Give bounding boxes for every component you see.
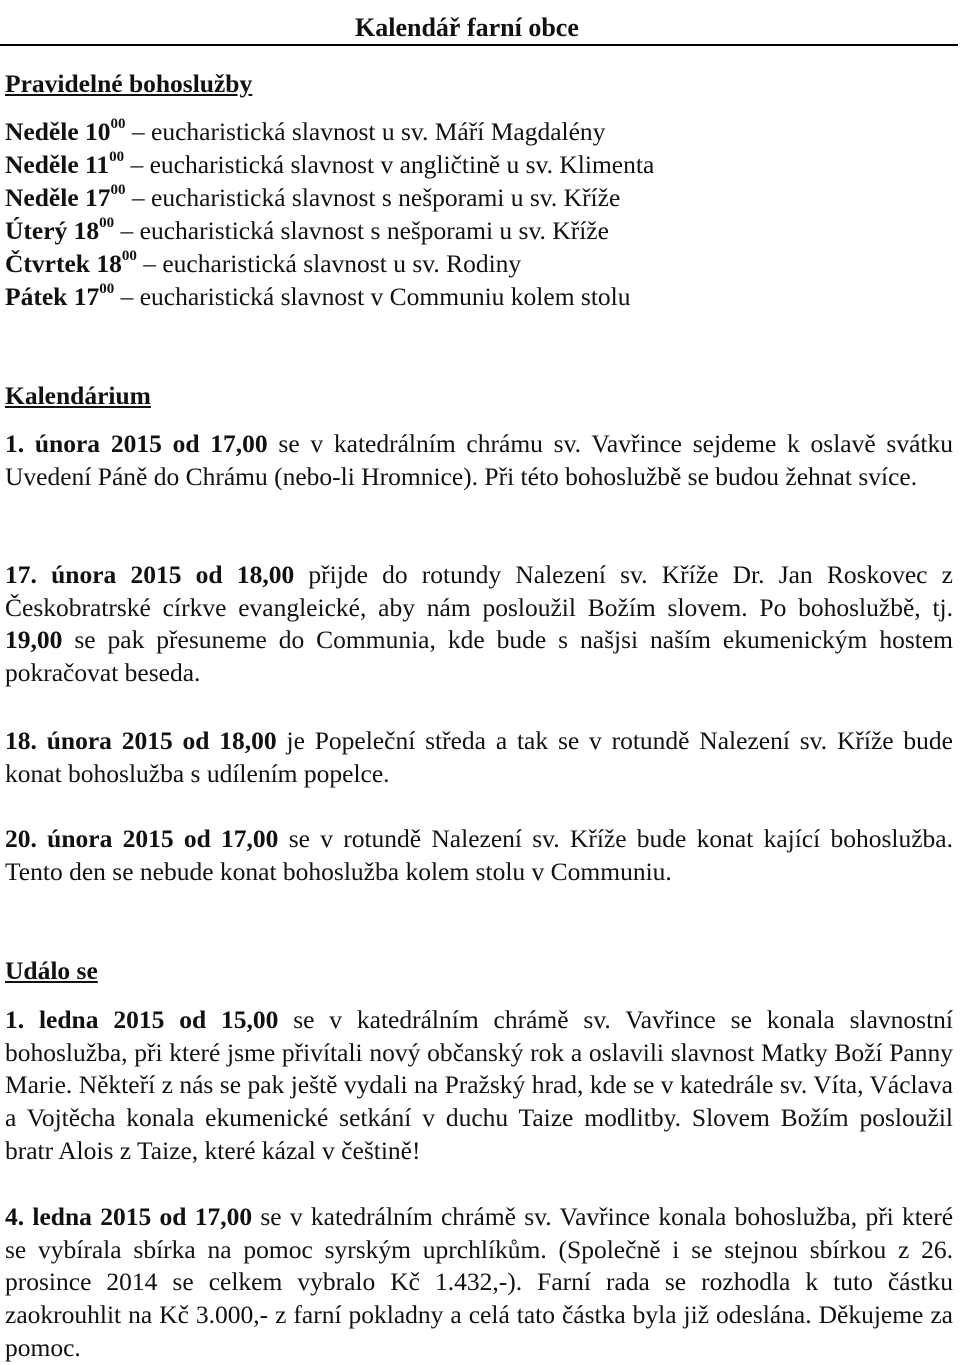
services-title: Pravidelné bohoslužby <box>5 69 253 98</box>
header-rule <box>0 44 958 46</box>
service-row: Neděle $17^{00}$ – eucharistická slavnost s nešporami u sv. Kříže <box>5 182 621 212</box>
udalo-title: Událo se <box>5 956 98 985</box>
page-title: Kalendář farní obce <box>355 13 579 42</box>
service-row: Neděle $11^{00}$ – eucharistická slavnost v angličtině u sv. Klimenta <box>5 149 655 179</box>
event-paragraph: 1. února 2015 od 17,00 se v katedrálním chrámu sv. Vavřince sejdeme k oslavě svátku Uvedení Páně do Chrámu (nebo-li Hromnice). Při této bohoslužbě se budou žehnat svíce. <box>5 429 953 491</box>
service-row: Pátek $17^{00}$ – eucharistická slavnost v Communiu kolem stolu <box>5 281 631 311</box>
event-paragraph: 1. ledna 2015 od 15,00 se v katedrálním chrámě sv. Vavřince se konala slavnostní bohoslužba, při které jsme přivítali nový občanský rok a oslavili slavnost Matky Boží Panny Marie. Někteří z nás se pak ještě vydali na Pražský hrad, kde se v katedrále sv. Víta, Václava a Vojtěcha konala ekumenické setkání v duchu Taize modlitby. Slovem Božím posloužil bratr Alois z Taize, které kázal v češtině! <box>5 1005 953 1165</box>
kalendarium-title: Kalendárium <box>5 381 151 410</box>
event-paragraph: 18. února 2015 od 18,00 je Popeleční středa a tak se v rotundě Nalezení sv. Kříže bude konat bohoslužba s udílením popelce. <box>5 726 953 788</box>
event-paragraph: 4. ledna 2015 od 17,00 se v katedrálním chrámě sv. Vavřince konala bohoslužba, při které se vybírala sbírka na pomoc syrským uprchlíkům. (Společně i se stejnou sbírkou z 26. prosince 2014 se celkem vybralo Kč 1.432,-). Farní rada se rozhodla k tuto částku zaokrouhlit na Kč 3.000,- z farní pokladny a celá tato částka byla již odeslána. Děkujeme za pomoc. <box>5 1202 954 1362</box>
service-row: Úterý $18^{00}$ – eucharistická slavnost s nešporami u sv. Kříže <box>5 215 609 245</box>
service-row: Neděle $10^{00}$ – eucharistická slavnost u sv. Máří Magdalény <box>5 116 606 146</box>
event-paragraph: 20. února 2015 od 17,00 se v rotundě Nalezení sv. Kříže bude konat kající bohoslužba. Tento den se nebude konat bohoslužba kolem stolu v Communiu. <box>5 824 953 886</box>
event-paragraph: 17. února 2015 od 18,00 přijde do rotundy Nalezení sv. Kříže Dr. Jan Roskovec z Českobratrské církve evangleické, aby nám posloužil Božím slovem. Po bohoslužbě, tj. 19,00 se pak přesuneme do Communia, kde bude s našjsi naším ekumenickým hostem pokračovat beseda. <box>5 560 953 688</box>
service-row: Čtvrtek $18^{00}$ – eucharistická slavnost u sv. Rodiny <box>5 248 522 278</box>
page-header <box>0 0 958 46</box>
